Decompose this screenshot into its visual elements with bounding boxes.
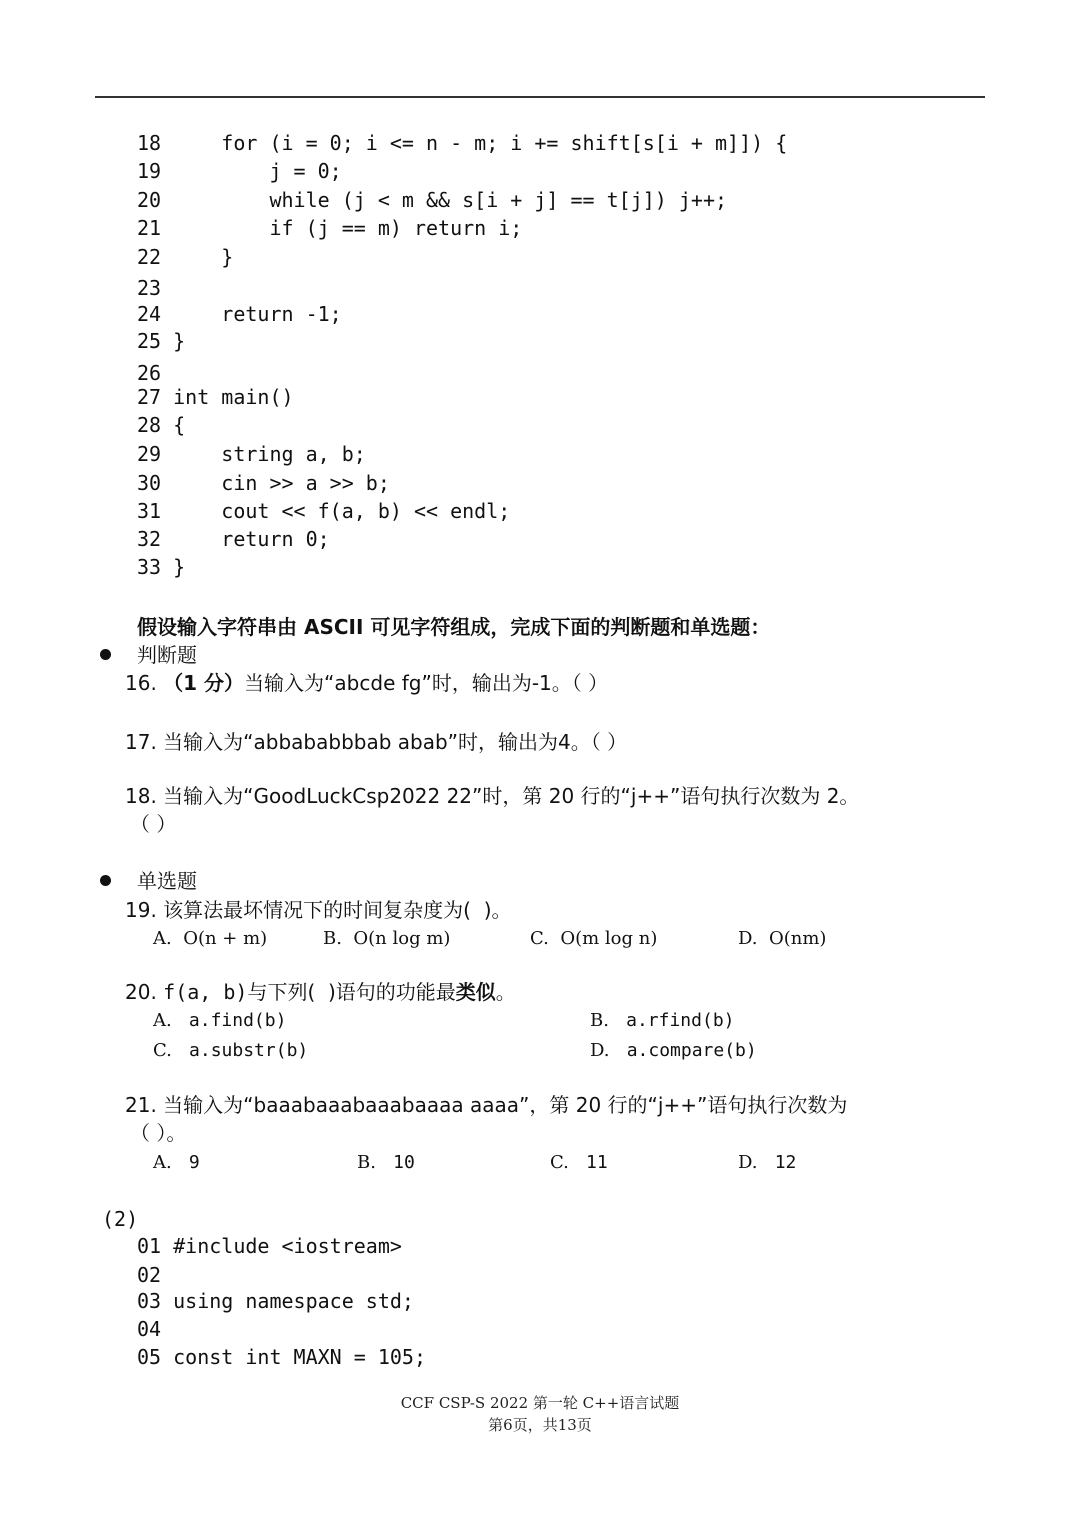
option-19-d[interactable]: D. O(nm)	[738, 928, 827, 949]
part-label: (2)	[102, 1207, 139, 1231]
header-rule	[95, 96, 985, 98]
code-line: 02	[137, 1263, 162, 1287]
code-line: 25 }	[137, 329, 186, 353]
code-line: 22 }	[137, 245, 234, 269]
code-line: 03 using namespace std;	[137, 1289, 414, 1313]
code-line: 01 #include <iostream>	[137, 1234, 402, 1258]
option-20-c[interactable]: C. a.substr(b)	[153, 1040, 309, 1061]
bullet-icon	[100, 875, 111, 886]
code-line: 26	[137, 361, 162, 385]
question-intro: 假设输入字符串由 ASCII 可见字符组成，完成下面的判断题和单选题：	[137, 615, 771, 639]
bullet-icon	[100, 649, 111, 660]
option-19-a[interactable]: A. O(n + m)	[153, 928, 268, 949]
question-18: 18. 当输入为“GoodLuckCsp2022 22”时，第 20 行的“j++”语句执行次数为 2。	[125, 784, 860, 808]
code-line: 23	[137, 276, 162, 300]
option-21-b[interactable]: B. 10	[357, 1152, 415, 1173]
question-20: 20. f(a, b)与下列( )语句的功能最类似。	[125, 980, 516, 1004]
code-line: 31 cout << f(a, b) << endl;	[137, 499, 511, 523]
question-21-blank: （ ）。	[130, 1121, 187, 1145]
code-line: 05 const int MAXN = 105;	[137, 1345, 427, 1369]
code-line: 28 {	[137, 413, 186, 437]
option-21-c[interactable]: C. 11	[550, 1152, 608, 1173]
option-19-b[interactable]: B. O(n log m)	[323, 928, 451, 949]
code-line: 24 return -1;	[137, 302, 342, 326]
question-19: 19. 该算法最坏情况下的时间复杂度为( )。	[125, 898, 512, 922]
code-line: 19 j = 0;	[137, 159, 342, 183]
footer-title: CCF CSP-S 2022 第一轮 C++语言试题	[400, 1394, 680, 1412]
question-18-blank: （ ）	[130, 812, 177, 836]
question-17: 17. 当输入为“abbababbbab abab”时，输出为4。（ ）	[125, 730, 628, 754]
code-line: 29 string a, b;	[137, 442, 366, 466]
code-line: 04	[137, 1317, 162, 1341]
question-16: 16. （1 分）当输入为“abcde fg”时，输出为-1。（ ）	[125, 671, 609, 695]
option-20-a[interactable]: A. a.find(b)	[153, 1010, 287, 1031]
section-title-multiple-choice: 单选题	[137, 869, 197, 893]
option-20-d[interactable]: D. a.compare(b)	[590, 1040, 757, 1061]
option-21-d[interactable]: D. 12	[738, 1152, 797, 1173]
code-line: 32 return 0;	[137, 527, 330, 551]
code-line: 21 if (j == m) return i;	[137, 216, 523, 240]
section-title-true-false: 判断题	[137, 643, 197, 667]
option-20-b[interactable]: B. a.rfind(b)	[590, 1010, 735, 1031]
code-line: 27 int main()	[137, 385, 294, 409]
code-line: 33 }	[137, 555, 186, 579]
code-line: 18 for (i = 0; i <= n - m; i += shift[s[i + m]]) {	[137, 131, 788, 155]
option-21-a[interactable]: A. 9	[153, 1152, 200, 1173]
code-line: 30 cin >> a >> b;	[137, 471, 390, 495]
option-19-c[interactable]: C. O(m log n)	[530, 928, 658, 949]
code-line: 20 while (j < m && s[i + j] == t[j]) j++;	[137, 188, 728, 212]
question-21: 21. 当输入为“baaabaaabaaabaaaa aaaa”，第 20 行的“j++”语句执行次数为	[125, 1093, 848, 1117]
footer-page-number: 第6页，共13页	[488, 1416, 592, 1434]
